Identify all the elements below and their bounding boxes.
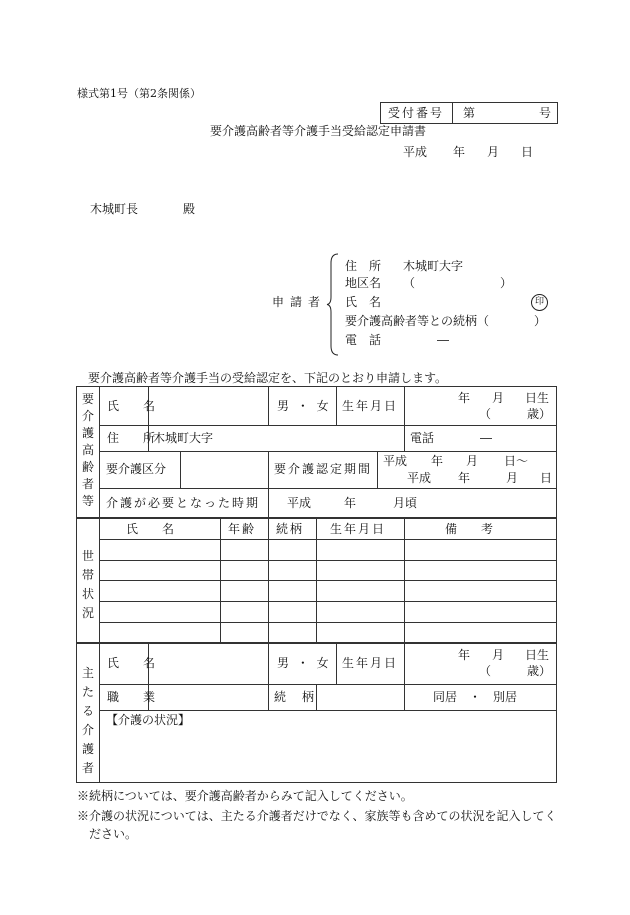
household-section-label: 世 帯 状 況 xyxy=(81,549,94,620)
brace-icon xyxy=(326,253,340,356)
elderly-birth-label: 生年月日 xyxy=(342,399,399,413)
household-col-name: 氏 名 xyxy=(126,522,175,536)
caregiver-relation-label: 続 柄 xyxy=(274,690,317,704)
note-2-line-1: ※介護の状況については、主たる介護者だけでなく、家族等も含めての状況を記入してく xyxy=(77,809,557,823)
caregiver-name-label: 氏 名 xyxy=(107,656,162,670)
elderly-sex: 男 ・ 女 xyxy=(277,399,331,413)
household-col-age: 年齢 xyxy=(228,522,257,536)
care-level-label: 要介護区分 xyxy=(106,462,167,476)
note-1: ※続柄については、要介護高齢者からみて記入してください。 xyxy=(77,789,413,803)
note-2-line-2: ださい。 xyxy=(89,827,138,841)
household-col-relation: 続柄 xyxy=(276,522,305,536)
caregiver-sex: 男 ・ 女 xyxy=(277,656,331,670)
care-period-label: 要介護認定期間 xyxy=(274,462,373,476)
form-number: 様式第1号（第2条関係） xyxy=(77,87,201,100)
caregiver-job-label: 職 業 xyxy=(107,690,162,704)
elderly-phone-label: 電話 xyxy=(410,431,435,445)
caregiver-cohabit: 同居 ・ 別居 xyxy=(433,690,518,704)
receipt-dai: 第 xyxy=(463,106,476,120)
receipt-number-box xyxy=(380,102,558,124)
caregiver-section-label: 主 た る 介 護 者 xyxy=(81,666,94,775)
receipt-go: 号 xyxy=(539,106,552,120)
applicant-label: 申請者 xyxy=(272,295,327,309)
household-col-remarks: 備 考 xyxy=(445,522,494,536)
seal-icon: 印 xyxy=(531,294,548,311)
receipt-label: 受付番号 xyxy=(388,106,445,120)
intro-text: 要介護高齢者等介護手当の受給認定を、下記のとおり申請します。 xyxy=(88,371,448,385)
need-time-label: 介護が必要となった時期 xyxy=(106,496,261,510)
caregiver-birth-label: 生年月日 xyxy=(342,656,399,670)
page-title: 要介護高齢者等介護手当受給認定申請書 xyxy=(210,124,427,138)
elderly-name-label: 氏 名 xyxy=(107,399,162,413)
elderly-address-value: 木城町大字 xyxy=(153,431,214,445)
elderly-address-label: 住 所 xyxy=(107,431,162,445)
care-status-label: 【介護の状況】 xyxy=(106,713,191,727)
household-col-birth: 生年月日 xyxy=(330,522,387,536)
elderly-section-label: 要 介 護 高 齢 者 等 xyxy=(81,392,94,508)
